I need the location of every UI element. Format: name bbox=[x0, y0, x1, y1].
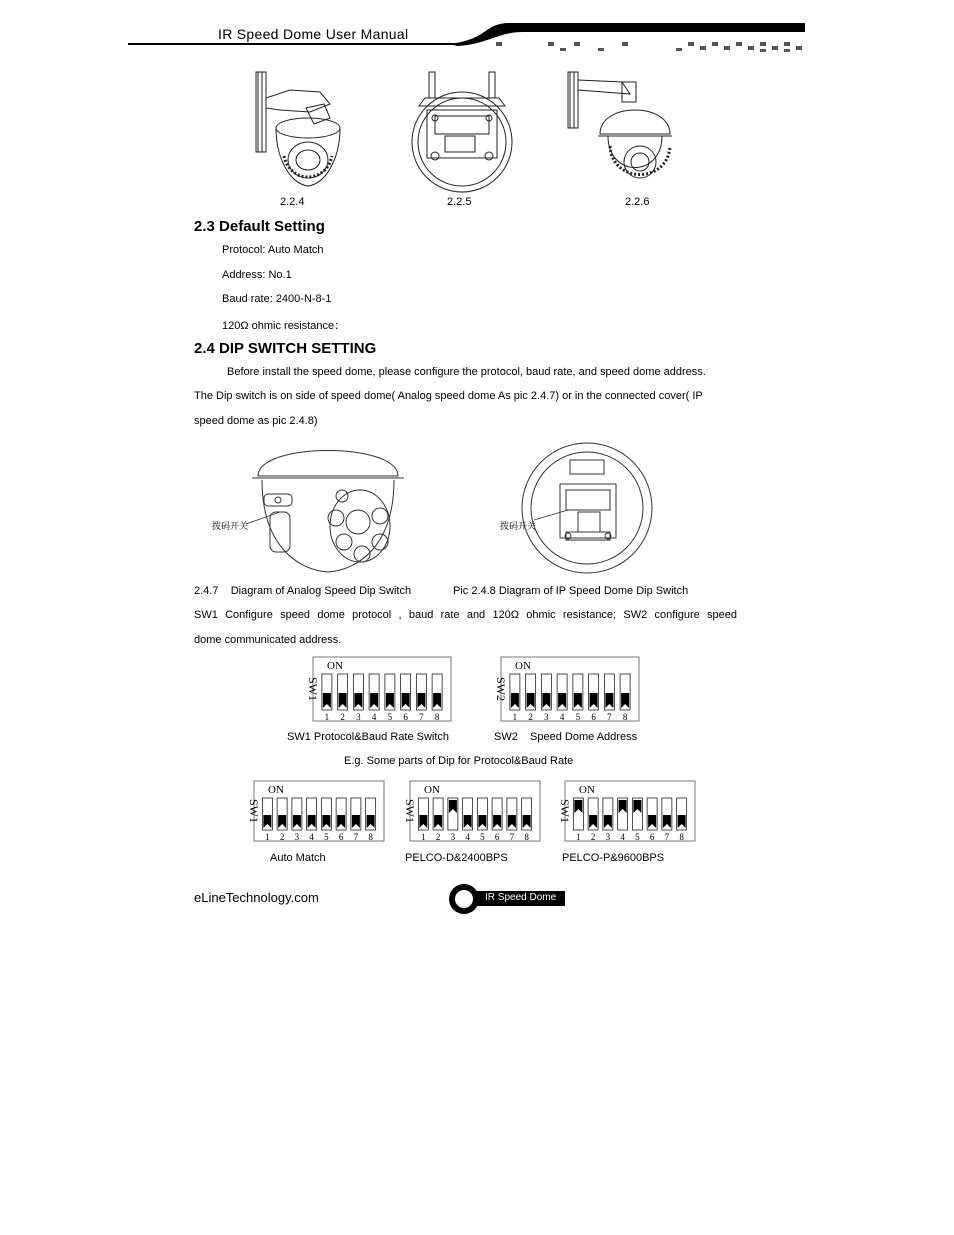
dip-number: 8 bbox=[679, 832, 684, 842]
footer-badge bbox=[449, 884, 567, 914]
dip-number: 5 bbox=[635, 832, 640, 842]
photo-label: 拨码开关 bbox=[500, 521, 537, 531]
dip-on-label: ON bbox=[579, 784, 595, 796]
dip-number: 2 bbox=[435, 832, 441, 842]
dip-number: 7 bbox=[419, 712, 424, 722]
dip-number: 3 bbox=[450, 832, 456, 842]
dip-label: SW1 bbox=[306, 677, 320, 701]
dip-caption: SW2 Speed Dome Address bbox=[494, 731, 638, 743]
dip-number: 6 bbox=[403, 712, 408, 722]
default-setting-item: Protocol: Auto Match bbox=[222, 244, 324, 256]
dip-number: 6 bbox=[591, 712, 596, 722]
paragraph-line: speed dome as pic 2.4.8) bbox=[194, 415, 318, 427]
dip-number: 2 bbox=[340, 712, 345, 722]
photo-label: 拨码开关 bbox=[212, 521, 249, 531]
figure-caption: 2.2.6 bbox=[625, 196, 650, 208]
dip-number: 3 bbox=[356, 712, 361, 722]
header-decoration bbox=[128, 20, 808, 54]
figure-caption: 2.2.5 bbox=[447, 196, 472, 208]
dip-number: 8 bbox=[434, 712, 440, 722]
dip-number: 4 bbox=[465, 832, 470, 842]
label-leader-line bbox=[532, 506, 572, 526]
dip-on-label: ON bbox=[515, 660, 531, 672]
dip-number: 1 bbox=[512, 712, 518, 722]
dip-number: 8 bbox=[524, 832, 529, 842]
figure-2-2-4 bbox=[250, 68, 360, 193]
dip-number: 2 bbox=[279, 832, 285, 842]
dip-number: 7 bbox=[353, 832, 359, 842]
photo-caption: 2.4.7 Diagram of Analog Speed Dip Switch bbox=[194, 585, 412, 597]
example-caption: PELCO-P&9600BPS bbox=[562, 852, 665, 864]
dip-example-pelco-p bbox=[549, 780, 697, 842]
dip-number: 4 bbox=[371, 712, 377, 722]
label-leader-line bbox=[244, 510, 284, 530]
dip-label: SW1 bbox=[558, 799, 572, 823]
dip-example-pelco-d bbox=[394, 780, 542, 842]
dip-number: 7 bbox=[607, 712, 612, 722]
section-heading: 2.3 Default Setting bbox=[194, 218, 325, 235]
paragraph-line: dome communicated address. bbox=[194, 634, 342, 646]
dip-on-label: ON bbox=[424, 784, 440, 796]
dip-number: 7 bbox=[509, 832, 515, 842]
dip-number: 5 bbox=[324, 832, 329, 842]
dip-number: 4 bbox=[309, 832, 314, 842]
dip-number: 6 bbox=[494, 832, 500, 842]
footer-badge-text: IR Speed Dome bbox=[485, 892, 557, 903]
dip-on-label: ON bbox=[327, 660, 343, 672]
dip-switch-sw2 bbox=[485, 656, 641, 722]
dip-example-auto-match bbox=[238, 780, 386, 842]
dip-number: 1 bbox=[265, 832, 270, 842]
dip-number: 5 bbox=[480, 832, 485, 842]
dip-number: 3 bbox=[544, 712, 549, 722]
default-setting-item: Address: No.1 bbox=[222, 269, 292, 281]
dip-switch-sw1 bbox=[297, 656, 453, 722]
default-setting-item: 120Ω ohmic resistance： bbox=[222, 320, 346, 332]
dip-number: 3 bbox=[605, 832, 611, 842]
figure-2-2-5 bbox=[405, 70, 520, 195]
dip-number: 4 bbox=[559, 712, 565, 722]
dip-number: 8 bbox=[368, 832, 373, 842]
dip-label: SW2 bbox=[494, 677, 508, 701]
dip-number: 1 bbox=[421, 832, 426, 842]
dip-number: 7 bbox=[664, 832, 670, 842]
figure-caption: 2.2.4 bbox=[280, 196, 305, 208]
footer-badge-inner bbox=[455, 890, 473, 908]
dip-number: 8 bbox=[622, 712, 628, 722]
dip-number: 2 bbox=[528, 712, 533, 722]
default-setting-item: Baud rate: 2400-N-8-1 bbox=[222, 293, 332, 305]
dip-on-label: ON bbox=[268, 784, 284, 796]
dip-number: 5 bbox=[387, 712, 393, 722]
example-caption: PELCO-D&2400BPS bbox=[405, 852, 508, 864]
paragraph-line: Before install the speed dome, please configure the protocol, baud rate, and speed dome address. bbox=[227, 366, 706, 378]
paragraph-line: The Dip switch is on side of speed dome( Analog speed dome As pic 2.4.7) or in the connected cover( IP bbox=[194, 390, 703, 402]
example-title: E.g. Some parts of Dip for Protocol&Baud Rate bbox=[344, 755, 574, 767]
dip-number: 1 bbox=[324, 712, 330, 722]
paragraph-line: SW1 Configure speed dome protocol , baud rate and 120Ω ohmic resistance; SW2 configure speed bbox=[194, 609, 737, 621]
dip-number: 2 bbox=[590, 832, 596, 842]
photo-caption: Pic 2.4.8 Diagram of IP Speed Dome Dip Switch bbox=[453, 585, 689, 597]
dip-label: SW1 bbox=[247, 799, 261, 823]
dip-number: 6 bbox=[649, 832, 655, 842]
dip-caption: SW1 Protocol&Baud Rate Switch bbox=[287, 731, 450, 743]
dip-number: 1 bbox=[576, 832, 581, 842]
dip-number: 5 bbox=[575, 712, 581, 722]
dip-number: 6 bbox=[338, 832, 344, 842]
dip-label: SW1 bbox=[403, 799, 417, 823]
example-caption: Auto Match bbox=[270, 852, 326, 864]
section-heading: 2.4 DIP SWITCH SETTING bbox=[194, 340, 377, 357]
dip-number: 3 bbox=[294, 832, 300, 842]
header-title: IR Speed Dome User Manual bbox=[218, 26, 409, 42]
dip-number: 4 bbox=[620, 832, 625, 842]
footer-website: eLineTechnology.com bbox=[194, 890, 319, 905]
figure-2-2-6 bbox=[560, 68, 690, 193]
